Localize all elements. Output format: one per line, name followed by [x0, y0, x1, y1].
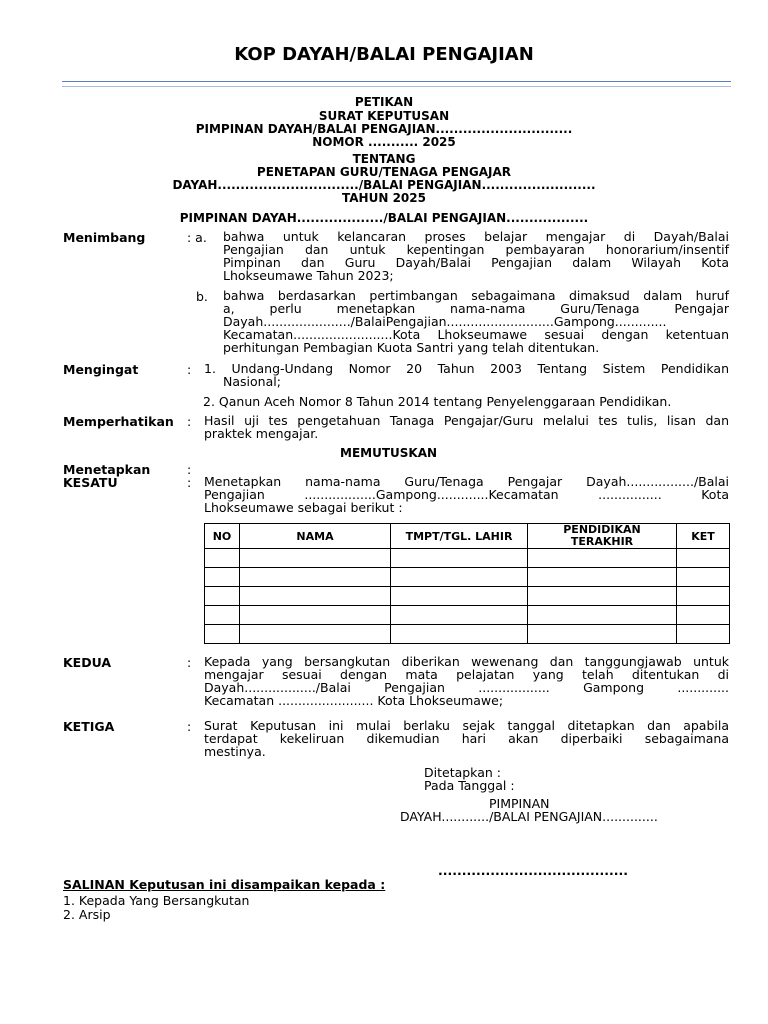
- text-line: Kepada yang bersangkutan diberikan wewenang dan tanggungjawab untuk: [204, 654, 729, 669]
- text-line: mengajar sesuai dengan mata pelajatan yang telah ditentukan di: [204, 667, 729, 682]
- table-cell[interactable]: [528, 549, 677, 568]
- ditetapkan-label: Ditetapkan :: [424, 765, 501, 780]
- header-tahun: TAHUN 2025: [342, 191, 426, 205]
- header-pimpinan: PIMPINAN DAYAH/BALAI PENGAJIAN..............................: [195, 122, 573, 136]
- table-cell[interactable]: [205, 606, 240, 625]
- label-kedua: KEDUA: [63, 655, 112, 670]
- salinan-item: 2. Arsip: [63, 907, 111, 922]
- letterhead-rule: [62, 81, 731, 82]
- table-cell[interactable]: [205, 549, 240, 568]
- letterhead-rule-thin: [62, 86, 731, 87]
- mengingat-item-1: [204, 362, 729, 388]
- label-kesatu: KESATU: [63, 475, 118, 490]
- col-nama: NAMA: [240, 524, 391, 549]
- table-cell[interactable]: [528, 606, 677, 625]
- text-line: Kecamatan ........................ Kota Lhokseumawe;: [204, 693, 504, 708]
- text-line: Lhokseumawe Tahun 2023;: [223, 268, 394, 283]
- header-petikan: PETIKAN: [354, 95, 414, 109]
- table-row: [205, 606, 730, 625]
- table-cell[interactable]: [240, 587, 391, 606]
- text-line: 1. Undang-Undang Nomor 20 Tahun 2003 Tentang Sistem Pendidikan: [204, 361, 729, 376]
- table-cell[interactable]: [205, 625, 240, 644]
- text-line: perhitungan Pembagian Kuota Santri yang telah ditentukan.: [223, 340, 600, 355]
- header-pimpinan-dayah: PIMPINAN DAYAH.................../BALAI PENGAJIAN..................: [179, 211, 589, 225]
- pimpinan-label: PIMPINAN: [489, 796, 550, 811]
- table-cell[interactable]: [391, 587, 528, 606]
- table-cell[interactable]: [240, 549, 391, 568]
- label-ketiga: KETIGA: [63, 719, 115, 734]
- table-cell[interactable]: [391, 549, 528, 568]
- text-line: Lhokseumawe sebagai berikut :: [204, 500, 403, 515]
- text-line: Pengajian dan untuk kepentingan pembayaran honorarium/insentif: [223, 242, 729, 257]
- colon-mengingat: :: [187, 362, 192, 377]
- table-cell[interactable]: [528, 568, 677, 587]
- header-penetapan: PENETAPAN GURU/TENAGA PENGAJAR: [256, 165, 512, 179]
- text-line: Nasional;: [223, 374, 281, 389]
- pada-tanggal-label: Pada Tanggal :: [424, 778, 515, 793]
- mengingat-item-2: 2. Qanun Aceh Nomor 8 Tahun 2014 tentang Penyelenggaraan Pendidikan.: [203, 394, 672, 409]
- header-nomor: NOMOR ........... 2025: [312, 135, 456, 149]
- table-cell[interactable]: [677, 625, 730, 644]
- text-line: Dayah....................../BalaiPengajian...........................Gampong.............: [223, 314, 667, 329]
- table-row: [205, 549, 730, 568]
- text-line: Pengajian ..................Gampong.............Kecamatan ................ Kota: [204, 487, 729, 502]
- label-memperhatikan: Memperhatikan: [63, 414, 174, 429]
- col-no: NO: [205, 524, 240, 549]
- table-cell[interactable]: [677, 568, 730, 587]
- text-line: bahwa berdasarkan pertimbangan sebagaimana dimaksud dalam huruf: [223, 288, 729, 303]
- text-line: mestinya.: [204, 744, 266, 759]
- table-header-row: [205, 524, 730, 549]
- text-line: Pimpinan dan Guru Dayah/Balai Pengajian dalam Wilayah Kota: [223, 255, 729, 270]
- signature-name-line: ........................................: [438, 863, 628, 878]
- table-cell[interactable]: [528, 625, 677, 644]
- guru-table: [204, 523, 730, 644]
- kesatu-text: [204, 475, 729, 514]
- table-cell[interactable]: [240, 568, 391, 587]
- text-line: Kecamatan.........................Kota Lhokseumawe sesuai dengan ketentuan: [223, 327, 729, 342]
- table-row: [205, 587, 730, 606]
- table-cell[interactable]: [391, 625, 528, 644]
- colon-menetapkan: :: [187, 462, 192, 477]
- text-line: Hasil uji tes pengetahuan Tanaga Pengajar/Guru melalui tes tulis, lisan dan: [204, 413, 729, 428]
- table-cell[interactable]: [205, 568, 240, 587]
- table-cell[interactable]: [391, 606, 528, 625]
- table-cell[interactable]: [677, 606, 730, 625]
- table-cell[interactable]: [677, 587, 730, 606]
- table-cell[interactable]: [391, 568, 528, 587]
- table-cell[interactable]: [528, 587, 677, 606]
- header-surat-keputusan: SURAT KEPUTUSAN: [318, 109, 450, 123]
- salinan-item: 1. Kepada Yang Bersangkutan: [63, 893, 250, 908]
- table-row: [205, 625, 730, 644]
- col-ket: KET: [677, 524, 730, 549]
- label-menimbang: Menimbang: [63, 230, 146, 245]
- header-tentang: TENTANG: [352, 152, 416, 166]
- colon-menimbang: : a.: [187, 230, 207, 245]
- text-line: praktek mengajar.: [204, 426, 319, 441]
- text-line: terdapat kekeliruan dikemudian hari akan diperbaiki sebagaimana: [204, 731, 729, 746]
- kedua-text: [204, 655, 729, 707]
- header-dayah: DAYAH.............................../BALAI PENGAJIAN.........................: [172, 178, 596, 192]
- heading-memutuskan: MEMUTUSKAN: [340, 446, 438, 460]
- letterhead-title: KOP DAYAH/BALAI PENGAJIAN: [234, 44, 534, 65]
- table-cell[interactable]: [205, 587, 240, 606]
- salinan-title: SALINAN Keputusan ini disampaikan kepada :: [63, 877, 386, 892]
- text-line: bahwa untuk kelancaran proses belajar mengajar di Dayah/Balai: [223, 229, 729, 244]
- text-line: Dayah................../Balai Pengajian .................. Gampong .............: [204, 680, 729, 695]
- col-tmpt-tgl-lahir: TMPT/TGL. LAHIR: [391, 524, 528, 549]
- menimbang-a-text: [223, 230, 729, 282]
- dayah-balai-label: DAYAH............/BALAI PENGAJIAN..............: [400, 809, 658, 824]
- menimbang-b-text: [223, 289, 729, 354]
- text-line: Surat Keputusan ini mulai berlaku sejak tanggal ditetapkan dan apabila: [204, 718, 729, 733]
- marker-b: b.: [196, 289, 208, 304]
- text-line: Menetapkan nama-nama Guru/Tenaga Pengajar Dayah................./Balai: [204, 474, 729, 489]
- label-mengingat: Mengingat: [63, 362, 139, 377]
- table-cell[interactable]: [677, 549, 730, 568]
- colon-memperhatikan: :: [187, 414, 192, 429]
- col-pendidikan-terakhir: PENDIDIKAN TERAKHIR: [528, 524, 677, 549]
- ketiga-text: [204, 719, 729, 758]
- colon-kesatu: :: [187, 475, 192, 490]
- text-line: a, perlu menetapkan nama-nama Guru/Tenaga Pengajar: [223, 301, 729, 316]
- table-cell[interactable]: [240, 625, 391, 644]
- table-row: [205, 568, 730, 587]
- label-menetapkan: Menetapkan: [63, 462, 151, 477]
- table-cell[interactable]: [240, 606, 391, 625]
- colon-kedua: :: [187, 655, 192, 670]
- memperhatikan-text: [204, 414, 729, 440]
- colon-ketiga: :: [187, 719, 192, 734]
